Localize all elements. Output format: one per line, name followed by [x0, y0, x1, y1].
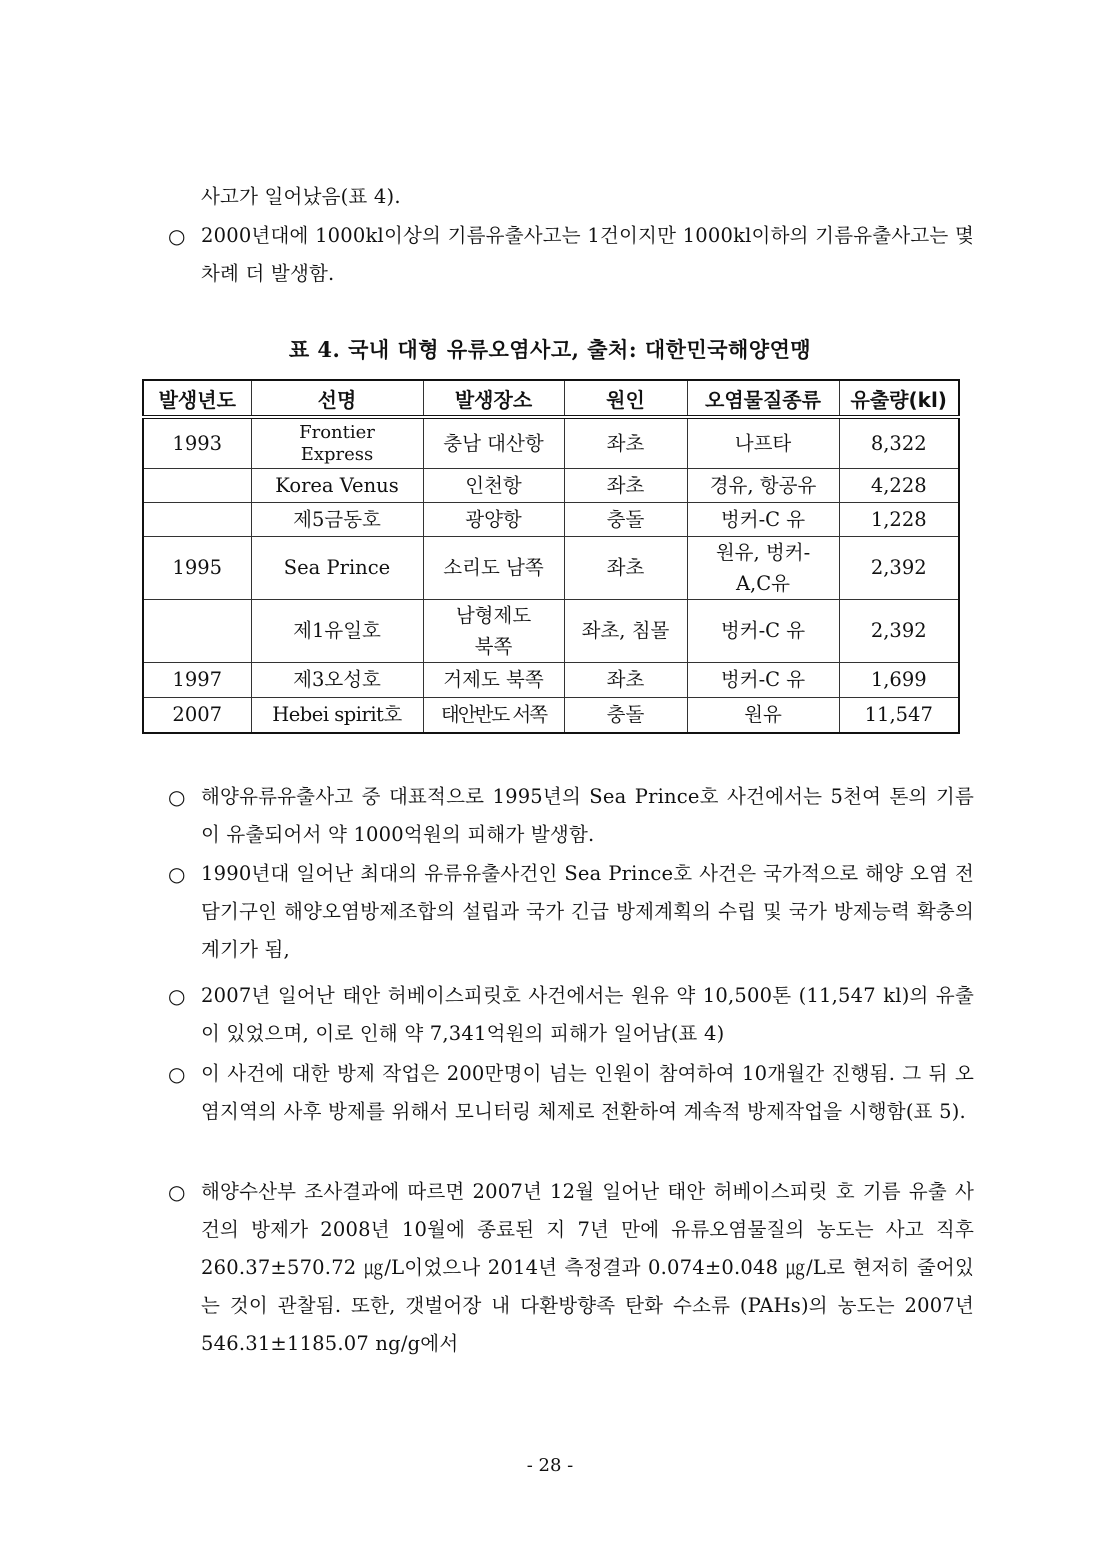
cell-ship: Sea Prince [251, 537, 423, 600]
column-header-location: 발생장소 [423, 380, 564, 417]
cell-cause: 좌초 [564, 537, 687, 600]
cell-volume: 2,392 [839, 600, 959, 663]
cell-ship: 제5금동호 [251, 503, 423, 537]
circle-bullet-icon: ○ [168, 984, 186, 1008]
cell-pollutant: 벙커-C 유 [687, 663, 839, 698]
column-header-year: 발생년도 [143, 380, 251, 417]
cell-volume: 8,322 [839, 417, 959, 469]
bullet-paragraph [168, 217, 974, 293]
paragraph-text: 사고가 일어났음(표 4). [201, 185, 401, 208]
paragraph-continuation [168, 178, 974, 216]
cell-location: 태안반도 서쪽 [423, 698, 564, 734]
column-header-ship: 선명 [251, 380, 423, 417]
cell-ship: 제3오성호 [251, 663, 423, 698]
cell-location: 충남 대산항 [423, 417, 564, 469]
page-number: - 28 - [526, 1455, 574, 1476]
cell-volume: 1,699 [839, 663, 959, 698]
column-header-pollutant: 오염물질종류 [687, 380, 839, 417]
cell-year: 2007 [143, 698, 251, 734]
cell-location: 인천항 [423, 469, 564, 503]
cell-ship: 제1유일호 [251, 600, 423, 663]
cell-cause: 충돌 [564, 503, 687, 537]
cell-pollutant: 벙커-C 유 [687, 600, 839, 663]
table-caption: 표 4. 국내 대형 유류오염사고, 출처: 대한민국해양연맹 [288, 337, 812, 362]
cell-volume: 4,228 [839, 469, 959, 503]
bullet-paragraph [168, 1055, 974, 1131]
paragraph-text: 이 사건에 대한 방제 작업은 200만명이 넘는 인원이 참여하여 10개월간 진행됨. 그 뒤 오염지역의 사후 방제를 위해서 모니터링 체제로 전환하여 계속적 방제작업을 시행함(표 5). [201, 1062, 974, 1123]
cell-pollutant: 원유, 벙커-A,C유 [687, 537, 839, 600]
table-row [143, 537, 959, 600]
cell-pollutant: 원유 [687, 698, 839, 734]
oil-spill-accident-table [142, 379, 960, 734]
cell-ship: Frontier Express [251, 417, 423, 469]
table-row [143, 417, 959, 469]
circle-bullet-icon: ○ [168, 862, 186, 886]
cell-year: 1997 [143, 663, 251, 698]
cell-volume: 11,547 [839, 698, 959, 734]
cell-year: 1995 [143, 537, 251, 600]
cell-cause: 좌초 [564, 469, 687, 503]
paragraph-text: 2000년대에 1000kl이상의 기름유출사고는 1건이지만 1000kl이하의 기름유출사고는 몇 차례 더 발생함. [201, 224, 974, 285]
table-row [143, 698, 959, 734]
cell-year: 1993 [143, 417, 251, 469]
table-header-row [143, 380, 959, 417]
table-row [143, 503, 959, 537]
cell-pollutant: 벙커-C 유 [687, 503, 839, 537]
circle-bullet-icon: ○ [168, 1180, 186, 1204]
bullet-paragraph [168, 855, 974, 969]
paragraph-text: 해양수산부 조사결과에 따르면 2007년 12월 일어난 태안 허베이스피릿 호 기름 유출 사건의 방제가 2008년 10월에 종료된 지 7년 만에 유류오염물질의 농도는 사고 직후 260.37±570.72 ㎍/L이었으나 2014년 측정결과 0.074±0.048 ㎍/L로 현저히 줄어있는 것이 관찰됨. 또한, 갯벌어장 내 다환방향족 탄화 수소류 (PAHs)의 농도는 2007년 546.31±1185.07 ng/g에서 [201, 1180, 974, 1355]
paragraph-text: 2007년 일어난 태안 허베이스피릿호 사건에서는 원유 약 10,500톤 (11,547 kl)의 유출이 있었으며, 이로 인해 약 7,341억원의 피해가 일어남(표 4) [201, 984, 974, 1045]
bullet-paragraph [168, 778, 974, 854]
cell-year [143, 503, 251, 537]
table-row [143, 663, 959, 698]
cell-location: 광양항 [423, 503, 564, 537]
cell-year [143, 469, 251, 503]
table-row [143, 469, 959, 503]
circle-bullet-icon: ○ [168, 1062, 186, 1086]
cell-cause: 좌초, 침몰 [564, 600, 687, 663]
cell-volume: 2,392 [839, 537, 959, 600]
cell-year [143, 600, 251, 663]
table-row [143, 600, 959, 663]
bullet-paragraph [168, 977, 974, 1053]
cell-cause: 좌초 [564, 417, 687, 469]
circle-bullet-icon: ○ [168, 785, 186, 809]
cell-location: 거제도 북쪽 [423, 663, 564, 698]
paragraph-text: 1990년대 일어난 최대의 유류유출사건인 Sea Prince호 사건은 국가적으로 해양 오염 전담기구인 해양오염방제조합의 설립과 국가 긴급 방제계획의 수립 및 국가 방제능력 확충의 계기가 됨, [201, 862, 974, 961]
cell-cause: 좌초 [564, 663, 687, 698]
cell-ship: Korea Venus [251, 469, 423, 503]
cell-ship: Hebei spirit호 [251, 698, 423, 734]
cell-location: 소리도 남쪽 [423, 537, 564, 600]
cell-volume: 1,228 [839, 503, 959, 537]
column-header-cause: 원인 [564, 380, 687, 417]
cell-pollutant: 나프타 [687, 417, 839, 469]
cell-cause: 충돌 [564, 698, 687, 734]
bullet-paragraph [168, 1173, 974, 1363]
circle-bullet-icon: ○ [168, 224, 186, 248]
column-header-volume: 유출량(kl) [839, 380, 959, 417]
cell-pollutant: 경유, 항공유 [687, 469, 839, 503]
cell-location: 남형제도 북쪽 [423, 600, 564, 663]
paragraph-text: 해양유류유출사고 중 대표적으로 1995년의 Sea Prince호 사건에서는 5천여 톤의 기름이 유출되어서 약 1000억원의 피해가 발생함. [201, 785, 974, 846]
